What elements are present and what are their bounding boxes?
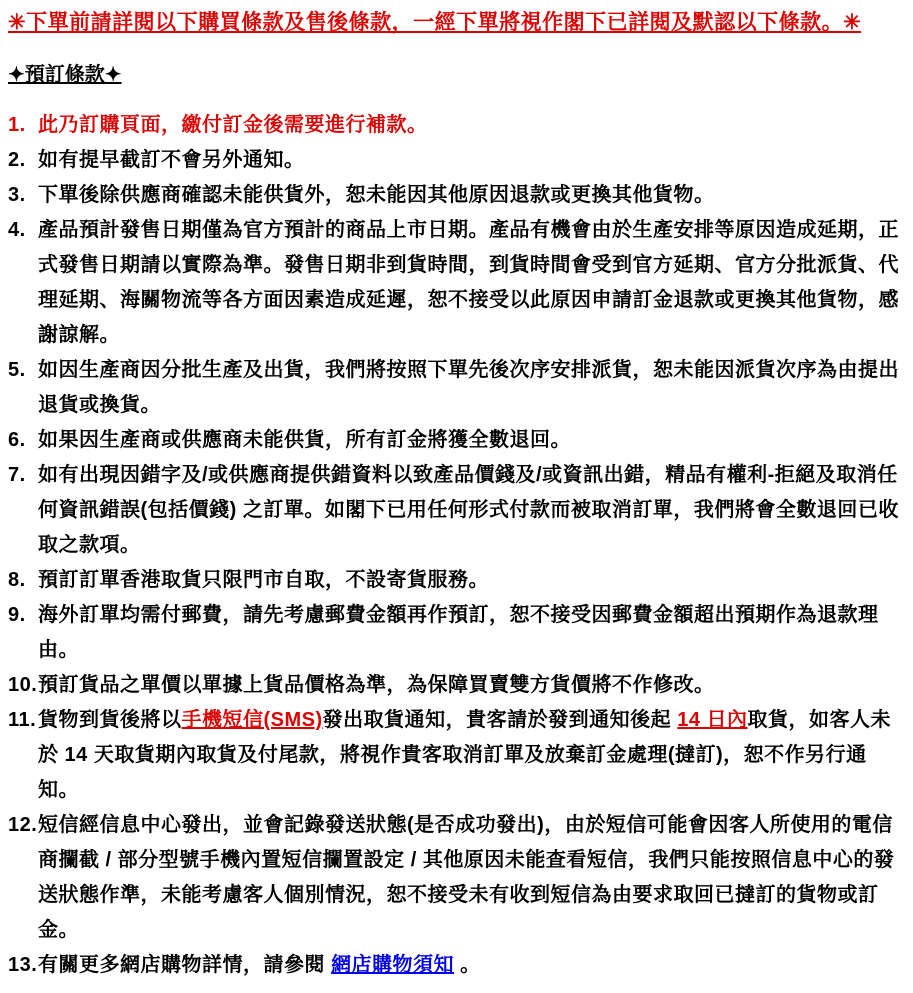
sms-notice-highlight: 手機短信(SMS) [181,709,323,731]
term-text: 如有提早截訂不會另外通知。 [38,149,305,171]
purchase-notice-header: ✳下單前請詳閱以下購買條款及售後條款，一經下單將視作閣下已詳閱及默認以下條款。✳ [8,11,862,34]
term-text: 如有出現因錯字及/或供應商提供錯資料以致產品價錢及/或資訊出錯，精品有權利-拒絕及取消任何資訊錯誤(包括價錢) 之訂單。如閣下已用任何形式付款而被取消訂單，我們將會全數退回已收取之款項。 [38,464,899,556]
term-text: 有關更多網店購物詳情，請參閱 [38,954,332,976]
term-item-4 [8,213,907,353]
term-item-10 [8,668,907,703]
term-text: 如因生產商因分批生產及出貨，我們將按照下單先後次序安排派貨，恕未能因派貨次序為由提出退貨或換貨。 [38,359,899,416]
term-number: 13. [8,954,38,976]
term-item-11 [8,703,907,808]
term-number: 11. [8,709,37,731]
term-number: 6. [8,429,26,451]
term-text: 貨物到貨後將以 [38,709,182,731]
term-text: 下單後除供應商確認未能供貨外，恕未能因其他原因退款或更換其他貨物。 [38,184,715,206]
term-item-8 [8,563,907,598]
term-text: 預訂訂單香港取貨只限門市自取，不設寄貨服務。 [38,569,489,591]
term-number: 5. [8,359,26,381]
term-item-9 [8,598,907,668]
term-number: 10. [8,674,38,696]
term-text: 產品預計發售日期僅為官方預計的商品上市日期。產品有機會由於生產安排等原因造成延期，正式發售日期請以實際為準。發售日期非到貨時間，到貨時間會受到官方延期、官方分批派貨、代理延期、海關物流等各方面因素造成延遲，恕不接受以此原因申請訂金退款或更換其他貨物，感謝諒解。 [38,219,899,346]
term-text: 預訂貨品之單價以單據上貨品價格為準，為保障買賣雙方貨價將不作修改。 [38,674,715,696]
section-title-preorder-terms: ✦預訂條款✦ [8,64,122,86]
term-text: 短信經信息中心發出，並會記錄發送狀態(是否成功發出)，由於短信可能會因客人所使用的電信商攔截 / 部分型號手機內置短信攔置設定 / 其他原因未能查看短信，我們只能按照信息中心的發送狀態作準，未能考慮客人個別情況，恕不接受未有收到短信為由要求取回已撻訂的貨物或訂金。 [38,814,895,941]
term-number: 8. [8,569,26,591]
term-text: 取貨，如客人未於 14 天取貨期內取貨及付尾款，將視作貴客取消訂單及放棄訂金處理(撻訂)，恕不作另行通知。 [38,709,892,801]
term-text: 海外訂單均需付郵費，請先考慮郵費金額再作預訂，恕不接受因郵費金額超出預期作為退款理由。 [38,604,879,661]
term-text: 。 [454,954,481,976]
term-item-2 [8,143,907,178]
term-item-12 [8,808,907,948]
term-text: 發出取貨通知，貴客請於發到通知後起 [322,709,678,731]
term-item-7 [8,458,907,563]
term-text: 此乃訂購頁面，繳付訂金後需要進行補款。 [38,114,428,136]
term-text: 如果因生產商或供應商未能供貨，所有訂金將獲全數退回。 [38,429,571,451]
term-item-1 [8,108,907,143]
term-item-5 [8,353,907,423]
term-number: 12. [8,814,38,836]
term-number: 4. [8,219,26,241]
term-item-3 [8,178,907,213]
term-item-6 [8,423,907,458]
term-number: 2. [8,149,26,171]
shop-guide-link[interactable]: 網店購物須知 [331,954,455,976]
term-number: 9. [8,604,26,626]
term-item-13 [8,948,907,983]
term-number: 7. [8,464,26,486]
term-number: 1. [8,114,26,136]
term-number: 3. [8,184,26,206]
terms-list [8,108,907,983]
pickup-deadline-highlight: 14 日內 [677,709,748,731]
